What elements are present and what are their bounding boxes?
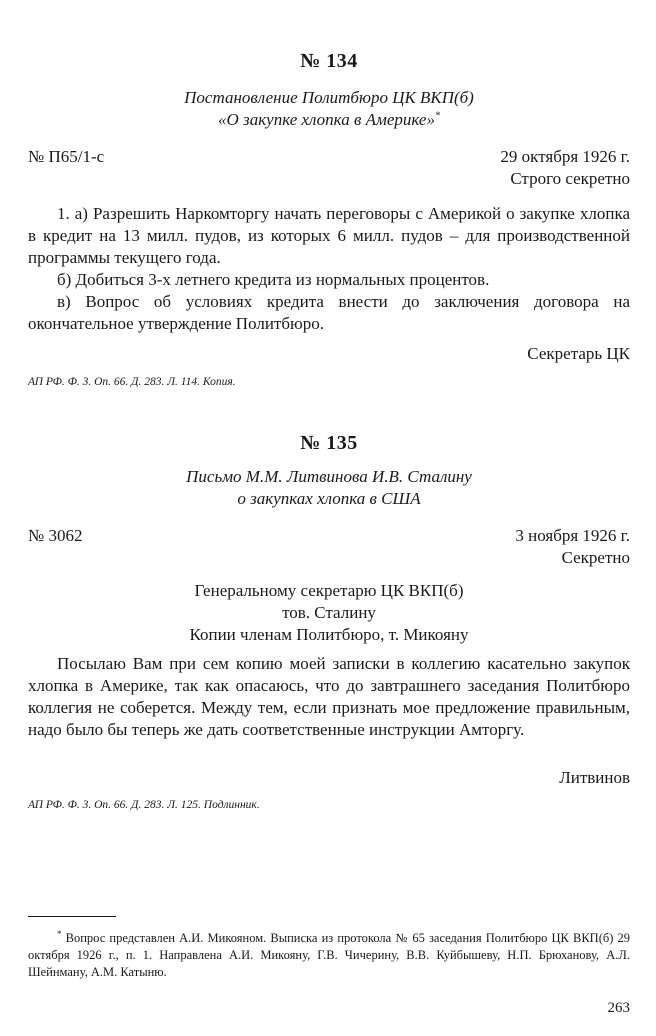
doc134-paragraph-1: 1. а) Разрешить Наркомторгу начать переговоры с Америкой о закупке хлопка в кредит на 13 милл. пудов, из которых 6 милл. пудов – для производственной программы текущего года. [28, 204, 630, 267]
doc134-title [28, 87, 630, 131]
doc135-body [28, 653, 630, 741]
doc134-signature: Секретарь ЦК [527, 344, 630, 363]
footnote-divider [28, 916, 116, 917]
page-number: 263 [607, 1000, 630, 1016]
doc134-title-line2 [28, 109, 630, 131]
doc135-addressee-line1: Генеральному секретарю ЦК ВКП(б) [194, 581, 464, 600]
doc135-paragraph-1: Посылаю Вам при сем копию моей записки в коллегию касательно закупок хлопка в Америке, так как опасаюсь, что до завтрашнего заседания Политбюро коллегия не соберется. Между тем, если признать мое предложение правильным, надо было бы теперь же дать соответственные инструкции Амторгу. [28, 654, 630, 739]
doc135-title [28, 466, 630, 510]
doc134-classification: Строго секретно [510, 169, 630, 188]
doc135-addressee-line3: Копии членам Политбюро, т. Микояну [189, 625, 469, 644]
doc134-date: 29 октября 1926 г. [500, 147, 630, 166]
doc135-signature: Литвинов [559, 768, 630, 787]
doc135-addressee-line2: тов. Сталину [282, 603, 376, 622]
doc134-number: № 134 [300, 50, 358, 72]
footnote-mark-bottom: * [57, 929, 62, 939]
footnote [28, 926, 630, 981]
doc134-archive: АП РФ. Ф. 3. Оп. 66. Д. 283. Л. 114. Копия. [28, 376, 236, 388]
doc135-title-line2: о закупках хлопка в США [237, 489, 421, 508]
doc134-header-row [28, 146, 630, 168]
footnote-text: Вопрос представлен А.И. Микояном. Выписка из протокола № 65 заседания Политбюро ЦК ВКП(б) 29 октября 1926 г., п. 1. Направлена А.И. Микояну, Г.В. Чичерину, В.В. Куйбышеву, Н.П. Брюханову, А.Л. Шейнману, А.М. Катыню. [28, 931, 630, 980]
doc135-header-row [28, 525, 630, 547]
document-page [28, 0, 630, 1036]
doc134-paragraph-3: в) Вопрос об условиях кредита внести до заключения договора на окончательное утверждение Политбюро. [28, 292, 630, 333]
doc134-ref: № П65/1-с [28, 147, 105, 166]
doc134-title-line2-text: «О закупке хлопка в Америке» [218, 110, 435, 129]
doc135-ref: № 3062 [28, 526, 83, 545]
doc135-date: 3 ноября 1926 г. [515, 526, 630, 545]
doc134-body [28, 203, 630, 335]
doc135-addressee [28, 580, 630, 646]
doc135-archive: АП РФ. Ф. 3. Оп. 66. Д. 283. Л. 125. Подлинник. [28, 799, 260, 811]
doc134-title-line1: Постановление Политбюро ЦК ВКП(б) [184, 88, 474, 107]
doc134-paragraph-2: б) Добиться 3-х летнего кредита из нормальных процентов. [57, 270, 490, 289]
footnote-mark: * [434, 110, 440, 122]
doc135-number: № 135 [300, 432, 358, 454]
doc135-classification: Секретно [561, 548, 630, 567]
doc135-title-line1: Письмо М.М. Литвинова И.В. Сталину [186, 467, 472, 486]
